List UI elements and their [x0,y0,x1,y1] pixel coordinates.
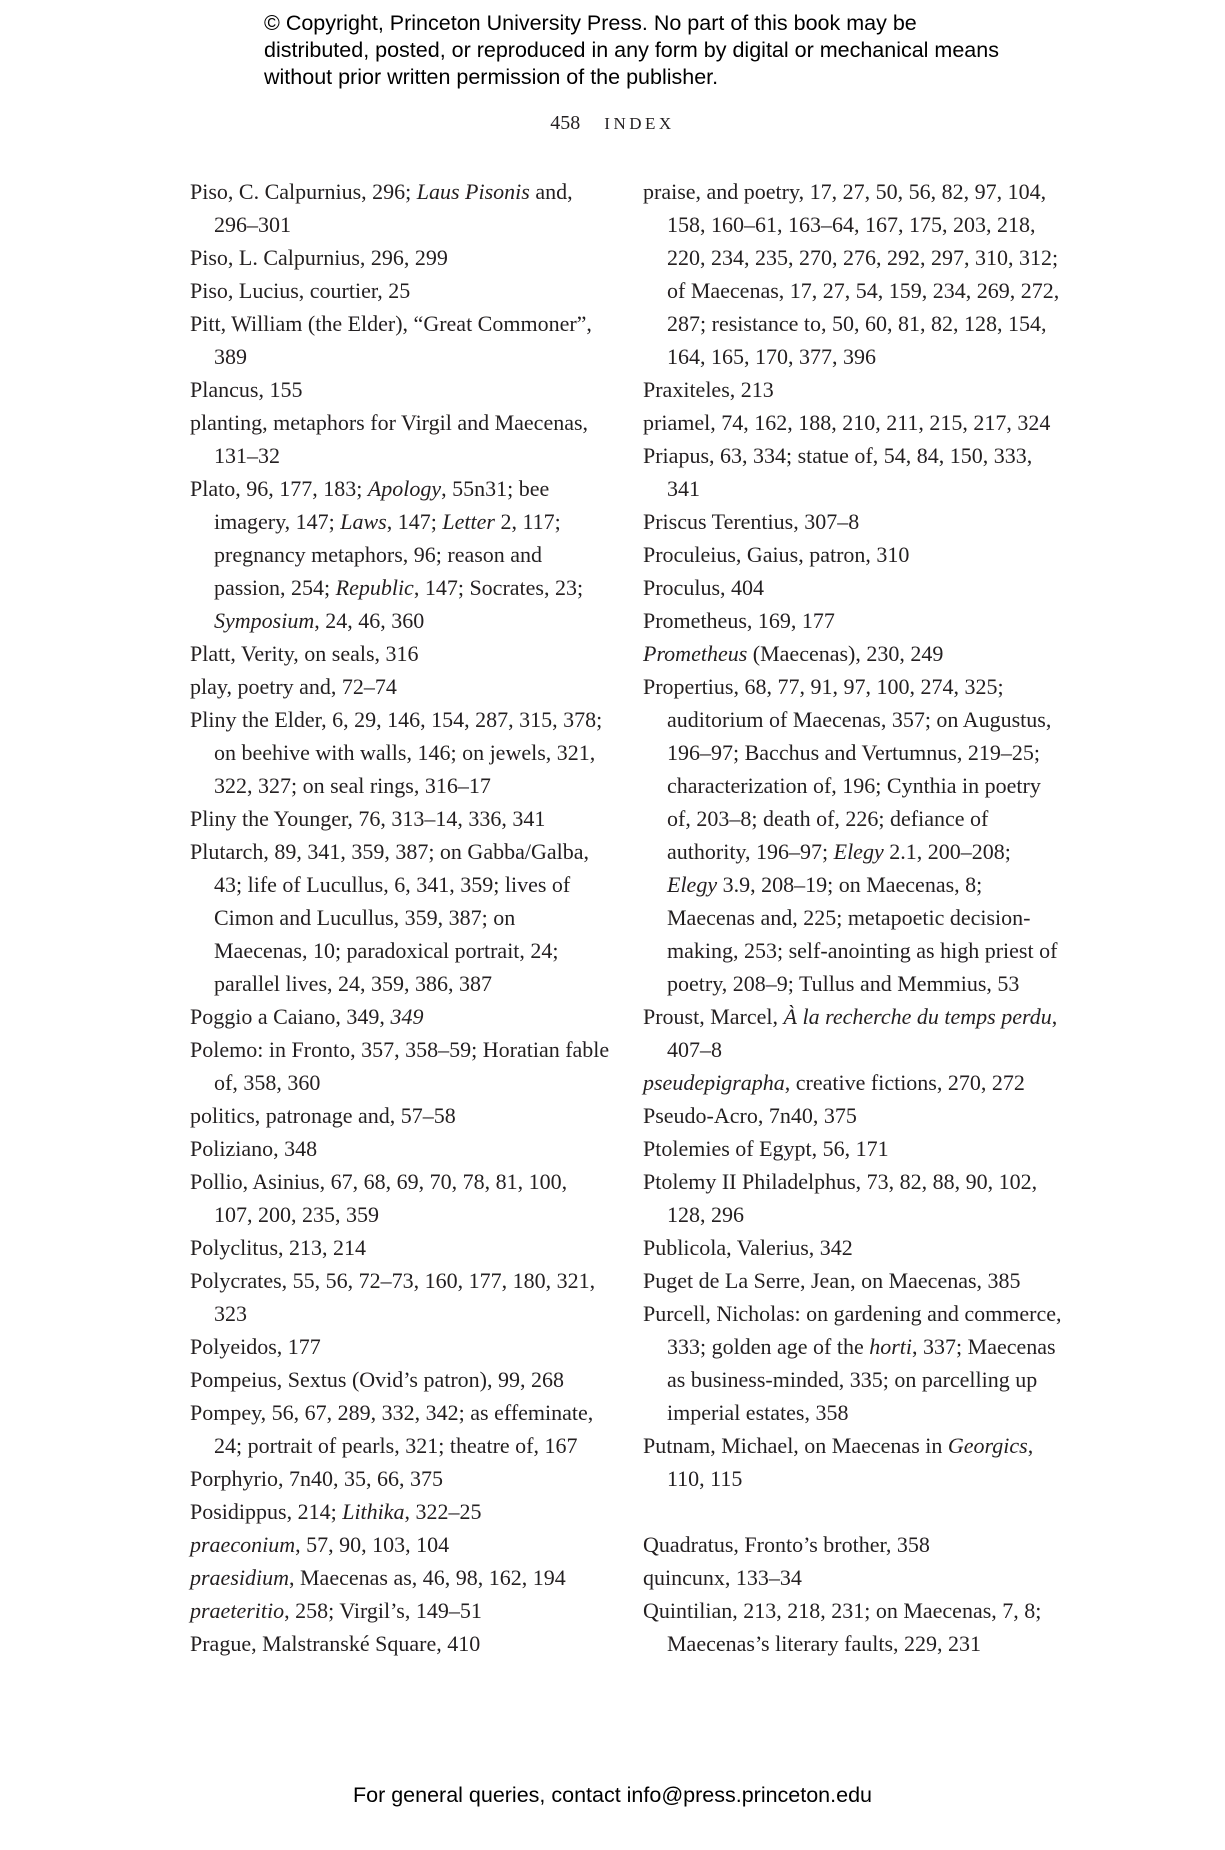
italic-segment: Apology [367,476,442,501]
text-segment: Ptolemy II Philadelphus, 73, 82, 88, 90, 102, 128, 296 [643,1169,1038,1227]
index-entry [190,1396,610,1462]
text-segment: Plutarch, 89, 341, 359, 387; on Gabba/Galba, 43; life of Lucullus, 6, 341, 359; lives of Cimon and Lucullus, 359, 387; on Maecenas, 10; paradoxical portrait, 24; parallel lives, 24, 359, 386, 387 [190,839,589,996]
text-segment: Proust, Marcel, [643,1004,784,1029]
italic-segment: horti [869,1334,913,1359]
index-entry [190,1627,610,1660]
index-entry [190,472,610,637]
text-segment: Pollio, Asinius, 67, 68, 69, 70, 78, 81, 100, 107, 200, 235, 359 [190,1169,568,1227]
text-segment: Piso, Lucius, courtier, 25 [190,278,411,303]
text-segment: Proculeius, Gaius, patron, 310 [643,542,910,567]
index-entry [643,1132,1063,1165]
index-entry [190,835,610,1000]
text-segment: , 55n31; bee imagery, 147; [214,476,550,534]
text-segment: , creative fictions, 270, 272 [784,1070,1025,1095]
index-entry [643,571,1063,604]
text-segment: Quadratus, Fronto’s brother, 358 [643,1532,930,1557]
text-segment: Purcell, Nicholas: on gardening and commerce, 333; golden age of the [643,1301,1062,1359]
italic-segment: À la recherche du temps perdu [783,1004,1052,1029]
italic-segment: Republic [335,575,414,600]
index-entry [643,1561,1063,1594]
index-entry [643,1165,1063,1231]
index-entry [643,175,1063,373]
text-segment: , 57, 90, 103, 104 [295,1532,450,1557]
index-entry [190,802,610,835]
text-segment: Plato, 96, 177, 183; [190,476,368,501]
text-segment: Publicola, Valerius, 342 [643,1235,853,1260]
index-entry [190,1132,610,1165]
text-segment: Pitt, William (the Elder), “Great Commoner”, 389 [190,311,592,369]
text-segment: Poliziano, 348 [190,1136,318,1161]
index-entry [643,1000,1063,1066]
text-segment: , 258; Virgil’s, 149–51 [284,1598,482,1623]
italic-segment: praeconium [190,1532,296,1557]
index-entry [190,637,610,670]
index-entry [643,1594,1063,1660]
index-entry [643,1264,1063,1297]
text-segment: quincunx, 133–34 [643,1565,802,1590]
index-entry [190,1561,610,1594]
text-segment: Pliny the Elder, 6, 29, 146, 154, 287, 315, 378; on beehive with walls, 146; on jewels, 321, 322, 327; on seal rings, 316–17 [190,707,603,798]
text-segment: Poggio a Caiano, 349, [190,1004,391,1029]
text-segment: Polemo: in Fronto, 357, 358–59; Horatian fable of, 358, 360 [190,1037,610,1095]
text-segment: 2.1, 200–208; [883,839,1011,864]
text-segment: Piso, C. Calpurnius, 296; [190,179,417,204]
text-segment: Putnam, Michael, on Maecenas in [643,1433,948,1458]
italic-segment: praesidium [190,1565,289,1590]
index-entry [643,1528,1063,1561]
index-entry [643,538,1063,571]
contact-footer: For general queries, contact info@press.princeton.edu [352,1783,872,1807]
index-entry [190,1330,610,1363]
text-segment: Pompeius, Sextus (Ovid’s patron), 99, 268 [190,1367,564,1392]
italic-segment: Elegy [667,872,718,897]
italic-segment: praeteritio [190,1598,285,1623]
text-segment: priamel, 74, 162, 188, 210, 211, 215, 217, 324 [643,410,1051,435]
text-segment: Pompey, 56, 67, 289, 332, 342; as effeminate, 24; portrait of pearls, 321; theatre of, 167 [190,1400,594,1458]
index-entry [190,1000,610,1033]
text-segment: Proculus, 404 [643,575,764,600]
index-entry [190,274,610,307]
index-entry [190,1264,610,1330]
italic-segment: Elegy [833,839,884,864]
index-entry [190,1231,610,1264]
text-segment: praise, and poetry, 17, 27, 50, 56, 82, 97, 104, 158, 160–61, 163–64, 167, 175, 203, 218, 220, 234, 235, 270, 276, 292, 297, 310, 312; of Maecenas, 17, 27, 54, 159, 234, 269, 272, 287; resistance to, 50, 60, 81, 82, 128, 154, 164, 165, 170, 377, 396 [643,179,1060,369]
text-segment: 2, 117; pregnancy metaphors, 96; reason and passion, 254; [214,509,561,600]
index-entry [190,1594,610,1627]
index-entry [643,670,1063,1000]
index-entry [190,1033,610,1099]
index-entry [190,175,610,241]
text-segment: Polyeidos, 177 [190,1334,321,1359]
text-segment: Piso, L. Calpurnius, 296, 299 [190,245,448,270]
index-entry [190,1495,610,1528]
text-segment: Prague, Malstranské Square, 410 [190,1631,481,1656]
text-segment: Polyclitus, 213, 214 [190,1235,367,1260]
text-segment: planting, metaphors for Virgil and Maecenas, 131–32 [190,410,589,468]
italic-segment: Georgics [947,1433,1028,1458]
running-head [0,112,1225,135]
text-segment: , 407–8 [667,1004,1058,1062]
italic-segment: Laws [340,509,387,534]
copyright-notice: © Copyright, Princeton University Press. No part of this book may be distributed, posted, or reproduced in any form by digital or mechanical means without prior written permission of the publisher. [264,11,999,89]
italic-segment: Prometheus [643,641,748,666]
index-entry [190,307,610,373]
italic-segment: Laus Pisonis [416,179,530,204]
text-segment: Quintilian, 213, 218, 231; on Maecenas, 7, 8; Maecenas’s literary faults, 229, 231 [643,1598,1042,1656]
text-segment: Prometheus, 169, 177 [643,608,835,633]
index-entry [643,1429,1063,1495]
text-segment: , 337; Maecenas as business-minded, 335; on parcelling up imperial estates, 358 [667,1334,1056,1425]
text-segment: Plancus, 155 [190,377,303,402]
text-segment: Pseudo-Acro, 7n40, 375 [643,1103,857,1128]
index-entry [190,241,610,274]
italic-segment: Symposium [214,608,315,633]
text-segment: , 24, 46, 360 [314,608,425,633]
italic-segment: 349 [390,1004,424,1029]
text-segment: Polycrates, 55, 56, 72–73, 160, 177, 180, 321, 323 [190,1268,596,1326]
index-column-left [190,175,610,1660]
italic-segment: Letter [442,509,495,534]
index-entry [643,637,1063,670]
text-segment: , 147; Socrates, 23; [413,575,584,600]
italic-segment: Lithika [342,1499,405,1524]
index-entry [643,1099,1063,1132]
text-segment: Platt, Verity, on seals, 316 [190,641,419,666]
text-segment: Praxiteles, 213 [643,377,774,402]
text-segment: Posidippus, 214; [190,1499,343,1524]
index-entry [190,1099,610,1132]
index-entry [643,406,1063,439]
text-segment: Propertius, 68, 77, 91, 97, 100, 274, 325; auditorium of Maecenas, 357; on Augustus, 196–97; Bacchus and Vertumnus, 219–25; characterization of, 196; Cynthia in poetry of, 203–8; death of, 226; defiance of authority, 196–97; [643,674,1052,864]
text-segment: Porphyrio, 7n40, 35, 66, 375 [190,1466,443,1491]
index-entry [190,703,610,802]
text-segment: , Maecenas as, 46, 98, 162, 194 [289,1565,566,1590]
index-column-right [643,175,1063,1660]
index-entry [190,1462,610,1495]
index-entry [643,604,1063,637]
index-entry [643,1297,1063,1429]
index-entry [643,505,1063,538]
text-segment: , 147; [386,509,443,534]
text-segment: Pliny the Younger, 76, 313–14, 336, 341 [190,806,546,831]
index-entry [190,670,610,703]
text-segment: and, 296–301 [214,179,573,237]
index-entry [643,1066,1063,1099]
index-entry [190,1363,610,1396]
index-entry [643,1231,1063,1264]
text-segment: 3.9, 208–19; on Maecenas, 8; Maecenas and, 225; metapoetic decision-making, 253; self-anointing as high priest of poetry, 208–9; Tullus and Memmius, 53 [667,872,1058,996]
section-title: INDEX [604,114,675,133]
index-entry [643,373,1063,406]
text-segment: Puget de La Serre, Jean, on Maecenas, 385 [643,1268,1021,1293]
index-entry [190,373,610,406]
italic-segment: pseudepigrapha [643,1070,785,1095]
index-entry [643,439,1063,505]
text-segment: , 110, 115 [667,1433,1034,1491]
text-segment: Priscus Terentius, 307–8 [643,509,860,534]
text-segment: play, poetry and, 72–74 [190,674,397,699]
page-number: 458 [550,112,581,134]
text-segment: (Maecenas), 230, 249 [747,641,944,666]
text-segment: Priapus, 63, 334; statue of, 54, 84, 150, 333, 341 [643,443,1033,501]
index-entry [190,1528,610,1561]
text-segment: Ptolemies of Egypt, 56, 171 [643,1136,889,1161]
index-entry [190,1165,610,1231]
text-segment: , 322–25 [404,1499,482,1524]
index-entry [190,406,610,472]
text-segment: politics, patronage and, 57–58 [190,1103,456,1128]
